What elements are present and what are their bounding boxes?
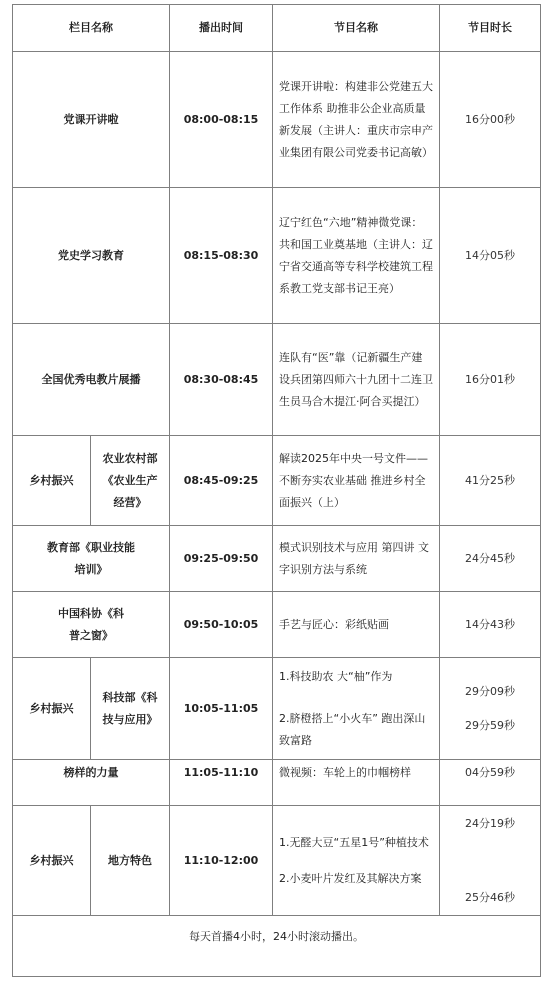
duration-item: 29分59秒 — [465, 718, 515, 732]
column-name: 乡村振兴 — [13, 436, 91, 526]
air-time: 11:05-11:10 — [170, 760, 273, 806]
footer-row — [13, 916, 541, 977]
column-name: 乡村振兴 — [13, 806, 91, 916]
header-program-name: 节目名称 — [273, 5, 440, 52]
duration-item: 24分19秒 — [465, 816, 515, 830]
program-item: 1.科技助农 大“柚”作为 — [279, 669, 393, 683]
program-name: 手艺与匠心：彩纸贴画 — [273, 592, 440, 658]
column-name: 中国科协《科普之窗》 — [13, 592, 170, 658]
air-time: 09:50-10:05 — [170, 592, 273, 658]
duration — [440, 806, 541, 916]
table-row — [13, 806, 541, 916]
duration-item: 25分46秒 — [465, 890, 515, 904]
air-time: 08:30-08:45 — [170, 324, 273, 436]
duration-item: 29分09秒 — [465, 684, 515, 698]
table-row — [13, 592, 541, 658]
air-time: 08:15-08:30 — [170, 188, 273, 324]
duration: 14分43秒 — [440, 592, 541, 658]
table-row — [13, 658, 541, 760]
program-name: 解读2025年中央一号文件——不断夯实农业基础 推进乡村全面振兴（上） — [273, 436, 440, 526]
sub-column-name: 地方特色 — [91, 806, 170, 916]
air-time: 08:00-08:15 — [170, 52, 273, 188]
table-row — [13, 436, 541, 526]
duration: 41分25秒 — [440, 436, 541, 526]
footer-note: 每天首播4小时，24小时滚动播出。 — [13, 916, 541, 977]
air-time: 11:10-12:00 — [170, 806, 273, 916]
program-name: 党课开讲啦：构建非公党建五大工作体系 助推非公企业高质量新发展（主讲人：重庆市宗申产业集团有限公司党委书记高敏） — [273, 52, 440, 188]
air-time: 10:05-11:05 — [170, 658, 273, 760]
table-row — [13, 188, 541, 324]
column-name: 党课开讲啦 — [13, 52, 170, 188]
duration: 24分45秒 — [440, 526, 541, 592]
program-item: 2.小麦叶片发红及其解决方案 — [279, 871, 422, 885]
program-name — [273, 658, 440, 760]
program-name: 微视频：车轮上的巾帼榜样 — [273, 760, 440, 806]
table-row — [13, 760, 541, 806]
table-row — [13, 324, 541, 436]
column-name: 乡村振兴 — [13, 658, 91, 760]
header-air-time: 播出时间 — [170, 5, 273, 52]
duration: 16分00秒 — [440, 52, 541, 188]
program-item: 2.脐橙搭上“小火车” 跑出深山致富路 — [279, 711, 426, 747]
duration: 16分01秒 — [440, 324, 541, 436]
program-item: 1.无醛大豆“五星1号”种植技术 — [279, 835, 429, 849]
duration: 14分05秒 — [440, 188, 541, 324]
schedule-table — [12, 4, 541, 977]
sub-column-name: 农业农村部《农业生产经营》 — [91, 436, 170, 526]
sub-column-name: 科技部《科技与应用》 — [91, 658, 170, 760]
program-name — [273, 806, 440, 916]
header-row — [13, 5, 541, 52]
duration — [440, 658, 541, 760]
table-row — [13, 526, 541, 592]
program-name: 模式识别技术与应用 第四讲 文字识别方法与系统 — [273, 526, 440, 592]
program-name: 辽宁红色“六地”精神微党课：共和国工业奠基地（主讲人：辽宁省交通高等专科学校建筑工程系教工党支部书记王亮） — [273, 188, 440, 324]
air-time: 09:25-09:50 — [170, 526, 273, 592]
header-column-name: 栏目名称 — [13, 5, 170, 52]
duration: 04分59秒 — [440, 760, 541, 806]
air-time: 08:45-09:25 — [170, 436, 273, 526]
header-duration: 节目时长 — [440, 5, 541, 52]
column-name: 榜样的力量 — [13, 760, 170, 806]
program-name: 连队有“医”靠（记新疆生产建设兵团第四师六十九团十二连卫生员马合木提江·阿合买提江） — [273, 324, 440, 436]
column-name: 党史学习教育 — [13, 188, 170, 324]
column-name: 全国优秀电教片展播 — [13, 324, 170, 436]
table-row — [13, 52, 541, 188]
column-name: 教育部《职业技能培训》 — [13, 526, 170, 592]
